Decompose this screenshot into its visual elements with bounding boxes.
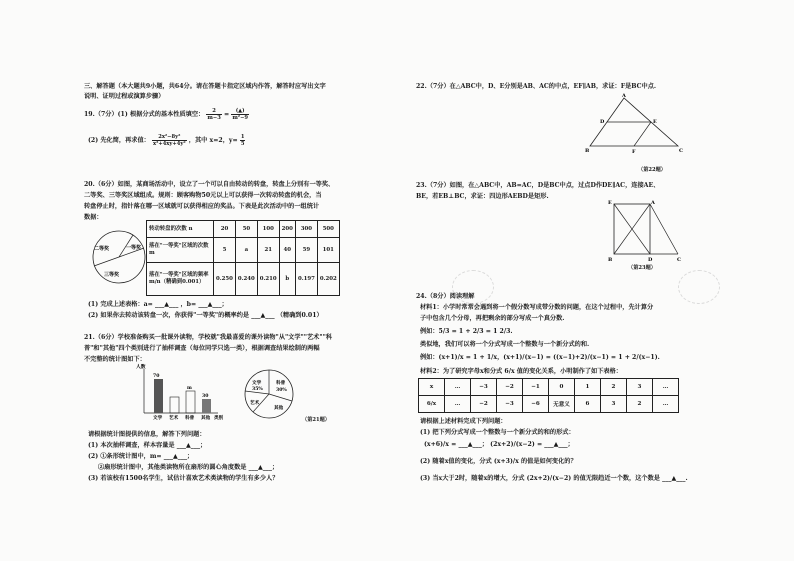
table-cell: … (653, 379, 679, 396)
table-cell: 1 (575, 379, 601, 396)
table-cell: 40 (279, 238, 295, 263)
bar-cat-label: 科普 (185, 416, 195, 421)
table-cell: 300 (295, 221, 317, 238)
table-cell: −2 (471, 396, 497, 413)
table-cell: 无意义 (549, 396, 575, 413)
table-row (147, 238, 340, 263)
table-row (147, 263, 340, 296)
bar-science (186, 391, 195, 413)
q21-intro3: 不完整的统计图如下： (84, 356, 146, 363)
q23-label: C (677, 257, 681, 263)
q24-table (418, 378, 679, 413)
table-cell: 500 (317, 221, 339, 238)
table-cell: 0 (549, 379, 575, 396)
bar-cat-label: 其他 (201, 416, 211, 421)
pie-pct: 35% (252, 387, 263, 392)
q21-s1: (1) 本次抽样调查，样本容量是 ___▲___； (88, 442, 207, 449)
q22-label: F (632, 149, 636, 155)
q22-fig-label: （第22题） (638, 167, 666, 173)
table-cell: 0.250 (214, 263, 236, 296)
table-cell: −3 (497, 396, 523, 413)
q23-figure (604, 198, 684, 264)
prize-wheel (90, 228, 148, 286)
q21-fig-label: （第21题） (302, 417, 330, 423)
q22-label: E (653, 119, 657, 125)
bar-art (170, 397, 179, 413)
q20-table (146, 220, 340, 296)
q23-label: E (608, 200, 612, 206)
table-cell: 3 (627, 379, 653, 396)
table-cell: 59 (295, 238, 317, 263)
q22-text: 22.（7分）在△ABC中，D、E分别是AB、AC的中点，EF∥AB，求证：F是BC中点. (416, 83, 657, 90)
table-cell: −2 (497, 379, 523, 396)
q24-m1b: 子中包含几个分母，再把剩余的部分写成一个真分数. (420, 315, 565, 322)
bar-literature (154, 379, 163, 413)
wheel-label-first: 一等奖 (126, 245, 142, 251)
table-cell: 2 (627, 396, 653, 413)
table-cell: −1 (523, 379, 549, 396)
pie-pct: 30% (276, 388, 287, 393)
q20-intro3: 转盘停止时，指针落在哪一区域就可以获得相应的奖品。下表是此次活动中的一组统计 (84, 203, 320, 210)
q24-s1-answers: (x+6)/x = ___▲___； (2x+2)/(x−2) = ___▲___； (424, 441, 574, 448)
q20-intro4: 数据： (84, 214, 103, 221)
q20-row2-label: 落在"一等奖"区域的次数 m (147, 238, 214, 263)
table-cell: 0.202 (317, 263, 339, 296)
q24-s1: (1) 把下列分式写成一个整数与一个新分式的和的形式： (420, 429, 575, 436)
q21-s2b: ②扇形统计图中，其他类读物所在扇形的圆心角度数是 ___▲___； (98, 464, 279, 471)
q24-ex1: 例如：5/3 = 1 + 2/3 = 1 2/3. (420, 328, 513, 335)
wheel-label-second: 二等奖 (94, 246, 110, 252)
q21-intro2: 普"和"其他"四个类别进行了抽样调查（每位同学只选一类），根据调查结果绘制的两幅 (84, 345, 320, 352)
q21-s3: (3) 若该校有1500名学生，试估计喜欢艺术类读物的学生有多少人？ (88, 475, 279, 482)
bar-label-other: 30 (202, 394, 209, 399)
q22-figure (584, 92, 684, 156)
q21-s0: 请根据统计图提供的信息，解答下列问题： (88, 431, 206, 438)
q23-fig-label: （第23题） (628, 265, 656, 271)
pie-label: 科普 (276, 381, 286, 386)
q19-condition: 其中 x=2，y= (195, 137, 238, 144)
q19-part1-text: 19.（7分）(1) 根据分式的基本性质填空： (84, 111, 205, 118)
bar-cat-label: 文学 (153, 416, 163, 421)
q19-part2-text: (2) 先化简，再求值： (88, 137, 150, 144)
q20-intro1: 20.（6分）如图，某商场活动中，设立了一个可以自由转动的转盘，转盘上分别有一等奖、 (84, 181, 335, 188)
pie-label: 文学 (252, 381, 262, 386)
q24-ex2: 例如：(x+1)/x = 1 + 1/x，(x+1)/(x−1) = ((x−1)+2)/(x−1) = 1 + 2/(x−1). (420, 354, 660, 361)
q20-sub1: (1) 完成上述表格：a= ___▲___ ，b= ___▲___； (88, 301, 228, 308)
table-cell: … (653, 396, 679, 413)
q20-row3-label: 落在"一等奖"区域的频率 m/n（精确到0.001） (147, 263, 214, 296)
section-title: 三、解答题（本大题共9小题，共64分。请在答题卡指定区域内作答，解答时应写出文字 (84, 83, 326, 90)
bar-y-label: 人数 (136, 364, 146, 370)
table-cell: −6 (523, 396, 549, 413)
table-row (419, 396, 679, 413)
table-cell: 20 (214, 221, 236, 238)
table-cell: … (445, 379, 471, 396)
q19-part1: 19.（7分）(1) 根据分式的基本性质填空： $\frac{2}{m-3}$ = (▲) m²−9 (84, 108, 249, 121)
pie-label: 其他 (274, 406, 284, 411)
table-row (147, 221, 340, 238)
table-cell: 101 (317, 238, 339, 263)
table-cell: 0.240 (235, 263, 257, 296)
q23-label: B (608, 257, 613, 263)
table-cell: 200 (279, 221, 295, 238)
table-cell: 0.197 (295, 263, 317, 296)
bar-chart (134, 361, 229, 425)
bar-other (202, 399, 211, 413)
table-cell: a (235, 238, 257, 263)
table-cell: 100 (257, 221, 279, 238)
q20-row1-label: 转动转盘的次数 n (147, 221, 214, 238)
q24-s3: (3) 当x大于2时，随着x的增大，分式 (2x+2)/(x−2) 的值无限趋近一个数，这个数是 ___▲___. (420, 475, 688, 482)
q22-label: C (679, 148, 683, 154)
q19-y-fraction: $\frac{1}{5}$ (240, 134, 245, 147)
bar-label-science: m (187, 386, 192, 391)
table-cell: 2 (601, 379, 627, 396)
q24-sim: 类似地，我们可以将一个分式写成一个整数与一个新分式的和. (420, 341, 590, 348)
q23-label: D (648, 257, 653, 263)
table-row (419, 379, 679, 396)
q23-label: A (651, 200, 655, 206)
q24-m2: 材料2：为了研究字母x和分式 6/x 值的变化关系，小明制作了如下表格： (420, 368, 622, 375)
q19-expr: $\frac{\text{2x²−8y²}}{\text{x²+4xy+4y²}}$ (152, 134, 186, 147)
wheel-label-third: 三等奖 (104, 272, 120, 278)
q19-frac-b: (▲) m²−9 (232, 108, 249, 121)
q24-ans: 请根据上述材料完成下列问题： (420, 418, 507, 425)
q23-text2: BE，若EB⊥BC，求证：四边形AEBD是矩形. (416, 193, 549, 200)
q23-text1: 23.（7分）如图，在△ABC中，AB=AC，D是BC中点，过点D作DE∥AC，连接AE、 (416, 182, 660, 189)
table-cell: 6/x (419, 396, 445, 413)
bar-cat-label: 艺术 (169, 416, 179, 421)
q21-intro1: 21.（6分）学校准备购买一批课外读物，学校就"我最喜爱的课外读物"从"文学""艺术""科 (84, 334, 333, 341)
q24-s2: (2) 随着x值的变化，分式 (x+3)/x 的值是如何变化的？ (420, 458, 577, 465)
bar-x-label: 类别 (214, 416, 224, 421)
q19-frac-a: $\frac{2}{m-3}$ (207, 108, 221, 121)
table-cell: b (279, 263, 295, 296)
table-cell: 3 (601, 396, 627, 413)
table-cell: −3 (471, 379, 497, 396)
q20-sub2: (2) 如果你去转动该转盘一次，你获得"一等奖"的概率约是 ___▲___ （精确到0.01） (88, 312, 323, 319)
table-cell: 50 (235, 221, 257, 238)
section-title-2: 说明、证明过程或演算步骤） (84, 93, 165, 100)
q19-part2: (2) 先化简，再求值： $\frac{\text{2x²−8y²}}{\text{x²+4xy+4y²}}$ ，其中 x=2，y= $\frac{1}{5}$ (88, 134, 245, 147)
q24-m1a: 材料1：小学时常常会遇到将一个假分数写成带分数的问题，在这个过程中，先计算分 (420, 304, 654, 311)
bar-label-literature: 70 (153, 374, 160, 379)
q21-s2a: (2) ①条形统计图中，m= ___▲___； (88, 453, 194, 460)
q22-label: A (622, 93, 626, 99)
pie-chart (234, 364, 304, 424)
q22-label: B (585, 148, 590, 154)
q24-title: 24.（8分）阅读理解 (416, 293, 475, 300)
q22-label: D (600, 119, 605, 125)
table-cell: 6 (575, 396, 601, 413)
table-cell: x (419, 379, 445, 396)
table-cell: 21 (257, 238, 279, 263)
q20-intro2: 二等奖、三等奖区域组成。规则：顾客购物50元以上可以获得一次转动转盘的机会，当 (84, 192, 322, 199)
table-cell: 0.210 (257, 263, 279, 296)
table-cell: … (445, 396, 471, 413)
watermark-stamp (678, 270, 720, 304)
table-cell: 5 (214, 238, 236, 263)
pie-label: 艺术 (250, 401, 260, 406)
